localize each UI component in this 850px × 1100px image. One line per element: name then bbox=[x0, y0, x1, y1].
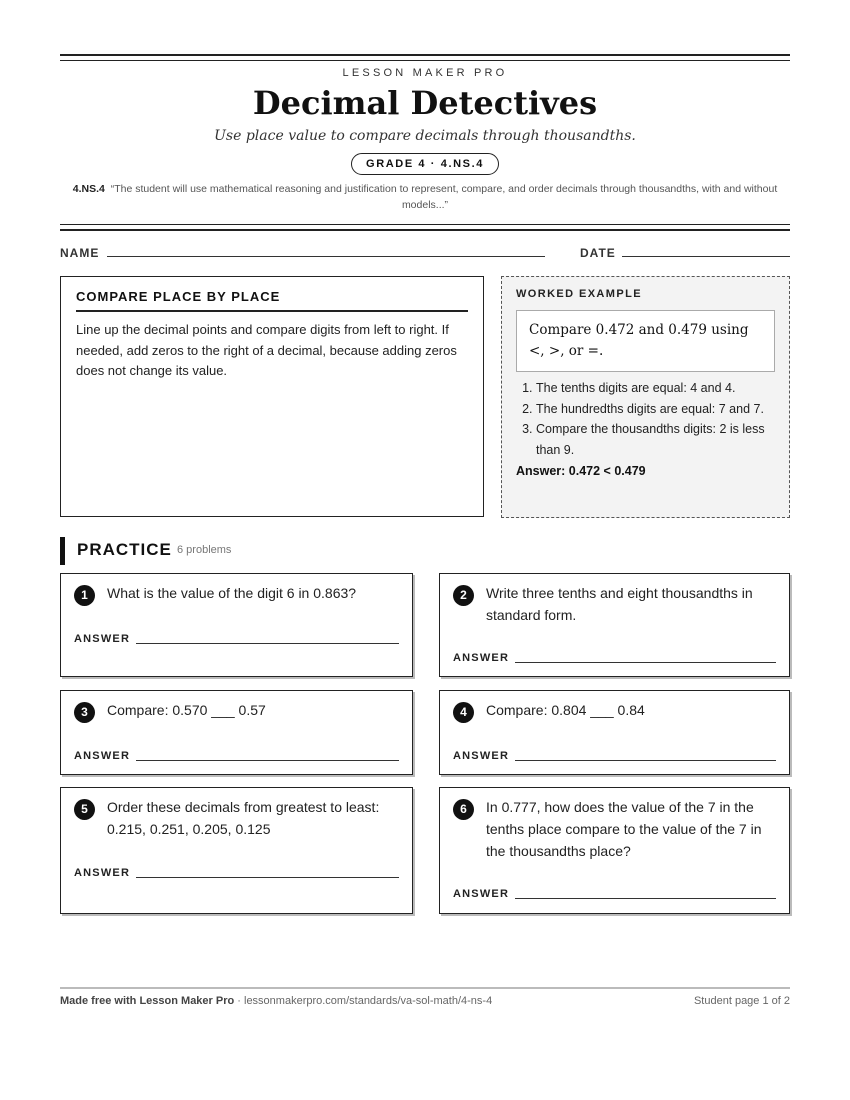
page-title: Decimal Detectives bbox=[252, 84, 598, 122]
page-subtitle: Use place value to compare decimals through thousandths. bbox=[214, 128, 636, 144]
date-field-line[interactable] bbox=[622, 256, 790, 257]
worksheet-page bbox=[60, 0, 790, 1100]
answer-line-3[interactable] bbox=[136, 760, 399, 761]
answer-label: ANSWER bbox=[74, 867, 131, 879]
problem-number-badge: 3 bbox=[74, 702, 95, 723]
footer bbox=[60, 995, 790, 1007]
grade-badge: GRADE 4 · 4.NS.4 bbox=[351, 153, 499, 175]
date-label: DATE bbox=[580, 246, 616, 260]
step-item: 3. Compare the thousandths digits: 2 is less than 9. bbox=[536, 419, 775, 460]
problem-text: What is the value of the digit 6 in 0.863? bbox=[107, 585, 357, 601]
worked-example-answer: Answer: 0.472 < 0.479 bbox=[516, 464, 646, 478]
standard-text: “The student will use mathematical reasoning and justification to represent, compare, and order decimals through thousandths, with and without models...” bbox=[110, 183, 778, 211]
top-double-rule bbox=[60, 54, 790, 61]
step-item: 2. The hundredths digits are equal: 7 and 7. bbox=[536, 399, 775, 420]
problem-text: Order these decimals from greatest to least: 0.215, 0.251, 0.205, 0.125 bbox=[107, 799, 380, 837]
practice-count: 6 problems bbox=[177, 544, 232, 556]
problem-card-6 bbox=[439, 787, 790, 914]
footer-rule bbox=[60, 987, 790, 989]
footer-page-number: Student page 1 of 2 bbox=[693, 995, 790, 1007]
compare-info-box bbox=[60, 276, 484, 517]
answer-label: ANSWER bbox=[453, 888, 510, 900]
answer-line-4[interactable] bbox=[515, 760, 776, 761]
brand-name: LESSON MAKER PRO bbox=[342, 67, 508, 79]
name-field-line[interactable] bbox=[107, 256, 545, 257]
answer-label: ANSWER bbox=[453, 750, 510, 762]
answer-label: ANSWER bbox=[74, 633, 131, 645]
answer-line-1[interactable] bbox=[136, 643, 399, 644]
footer-url: · lessonmakerpro.com/standards/va-sol-math/4-ns-4 bbox=[234, 995, 493, 1007]
problem-card-3 bbox=[60, 690, 413, 775]
worked-example-box bbox=[501, 276, 790, 518]
problem-number-badge: 1 bbox=[74, 585, 95, 606]
problem-card-4 bbox=[439, 690, 790, 775]
problem-number-badge: 2 bbox=[453, 585, 474, 606]
grade-pill-wrap bbox=[60, 153, 790, 175]
problem-text: Compare: 0.804 ___ 0.84 bbox=[486, 702, 645, 718]
problem-number-badge: 5 bbox=[74, 799, 95, 820]
worked-example-question: Compare 0.472 and 0.479 using <, >, or =. bbox=[516, 310, 775, 372]
header-bottom-rule bbox=[60, 224, 790, 231]
practice-accent-bar bbox=[60, 537, 65, 565]
worked-example-heading: WORKED EXAMPLE bbox=[516, 288, 642, 300]
answer-label: ANSWER bbox=[74, 750, 131, 762]
standard-description bbox=[60, 181, 790, 213]
compare-heading: COMPARE PLACE BY PLACE bbox=[76, 289, 468, 312]
practice-header bbox=[60, 537, 790, 565]
problem-card-1 bbox=[60, 573, 413, 677]
answer-label: ANSWER bbox=[453, 652, 510, 664]
problem-number-badge: 6 bbox=[453, 799, 474, 820]
step-item: 1. The tenths digits are equal: 4 and 4. bbox=[536, 378, 775, 399]
compare-body: Line up the decimal points and compare digits from left to right. If needed, add zeros to the right of a decimal, because adding zeros does not change its value. bbox=[76, 322, 457, 378]
name-label: NAME bbox=[60, 246, 100, 260]
answer-line-6[interactable] bbox=[515, 898, 776, 899]
problem-card-5 bbox=[60, 787, 413, 914]
problem-card-2 bbox=[439, 573, 790, 677]
practice-title: PRACTICE bbox=[77, 540, 172, 559]
standard-code: 4.NS.4 bbox=[72, 183, 105, 195]
answer-line-5[interactable] bbox=[136, 877, 399, 878]
worked-example-steps bbox=[516, 378, 775, 460]
problem-text: In 0.777, how does the value of the 7 in the tenths place compare to the value of the 7 in the thousandths place? bbox=[486, 799, 762, 859]
problem-text: Write three tenths and eight thousandths in standard form. bbox=[486, 585, 753, 623]
problem-number-badge: 4 bbox=[453, 702, 474, 723]
problem-text: Compare: 0.570 ___ 0.57 bbox=[107, 702, 266, 718]
answer-line-2[interactable] bbox=[515, 662, 776, 663]
footer-made-with: Made free with Lesson Maker Pro bbox=[60, 995, 235, 1007]
